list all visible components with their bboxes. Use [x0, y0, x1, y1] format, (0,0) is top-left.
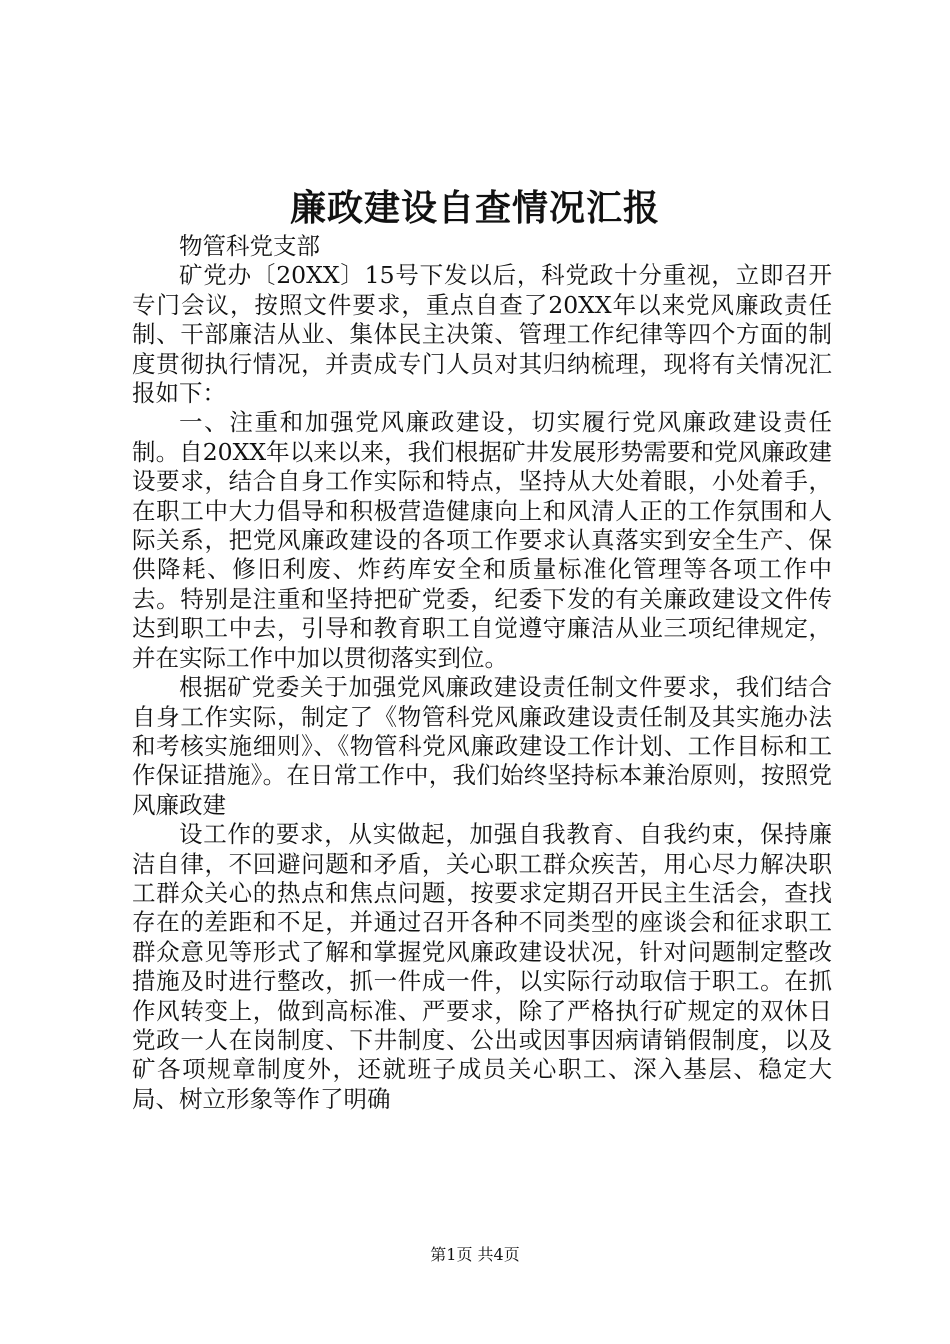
paragraph-department: 物管科党支部 [179, 232, 320, 260]
paragraph-intro: 矿党办〔20XX〕15号下发以后，科党政十分重视，立即召开专门会议，按照文件要求，重点自查了20XX年以来党风廉政责任制、干部廉洁从业、集体民主决策、管理工作纪律等四个方面的制度贯彻执行情况，并责成专门人员对其归纳梳理，现将有关情况汇报如下： [132, 261, 832, 408]
paragraph-work-style: 设工作的要求，从实做起，加强自我教育、自我约束，保持廉洁自律，不回避问题和矛盾，关心职工群众疾苦，用心尽力解决职工群众关心的热点和焦点问题，按要求定期召开民主生活会，查找存在的差距和不足，并通过召开各种不同类型的座谈会和征求职工群众意见等形式了解和掌握党风廉政建设状况，针对问题制定整改措施及时进行整改，抓一件成一件，以实际行动取信于职工。在抓作风转变上，做到高标准、严要求，除了严格执行矿规定的双休日党政一人在岗制度、下井制度、公出或因事因病请销假制度，以及矿各项规章制度外，还就班子成员关心职工、深入基层、稳定大局、树立形象等作了明确 [132, 820, 832, 1113]
paragraph-responsibility: 根据矿党委关于加强党风廉政建设责任制文件要求，我们结合自身工作实际，制定了《物管科党风廉政建设责任制及其实施办法和考核实施细则》、《物管科党风廉政建设工作计划、工作目标和工作保证措施》。在日常工作中，我们始终坚持标本兼治原则，按照党风廉政建 [132, 673, 832, 819]
page-number-footer: 第1页 共4页 [430, 1245, 520, 1264]
document-body [132, 232, 832, 1114]
paragraph-section-one: 一、注重和加强党风廉政建设，切实履行党风廉政建设责任制。自20XX年以来以来，我们根据矿井发展形势需要和党风廉政建设要求，结合自身工作实际和特点，坚持从大处着眼，小处着手，在职工中大力倡导和积极营造健康向上和风清人正的工作氛围和人际关系，把党风廉政建设的各项工作要求认真落实到安全生产、保供降耗、修旧利废、炸药库安全和质量标准化管理等各项工作中去。特别是注重和坚持把矿党委，纪委下发的有关廉政建设文件传达到职工中去，引导和教育职工自觉遵守廉洁从业三项纪律规定，并在实际工作中加以贯彻落实到位。 [132, 408, 832, 672]
document-title: 廉政建设自查情况汇报 [289, 187, 660, 229]
